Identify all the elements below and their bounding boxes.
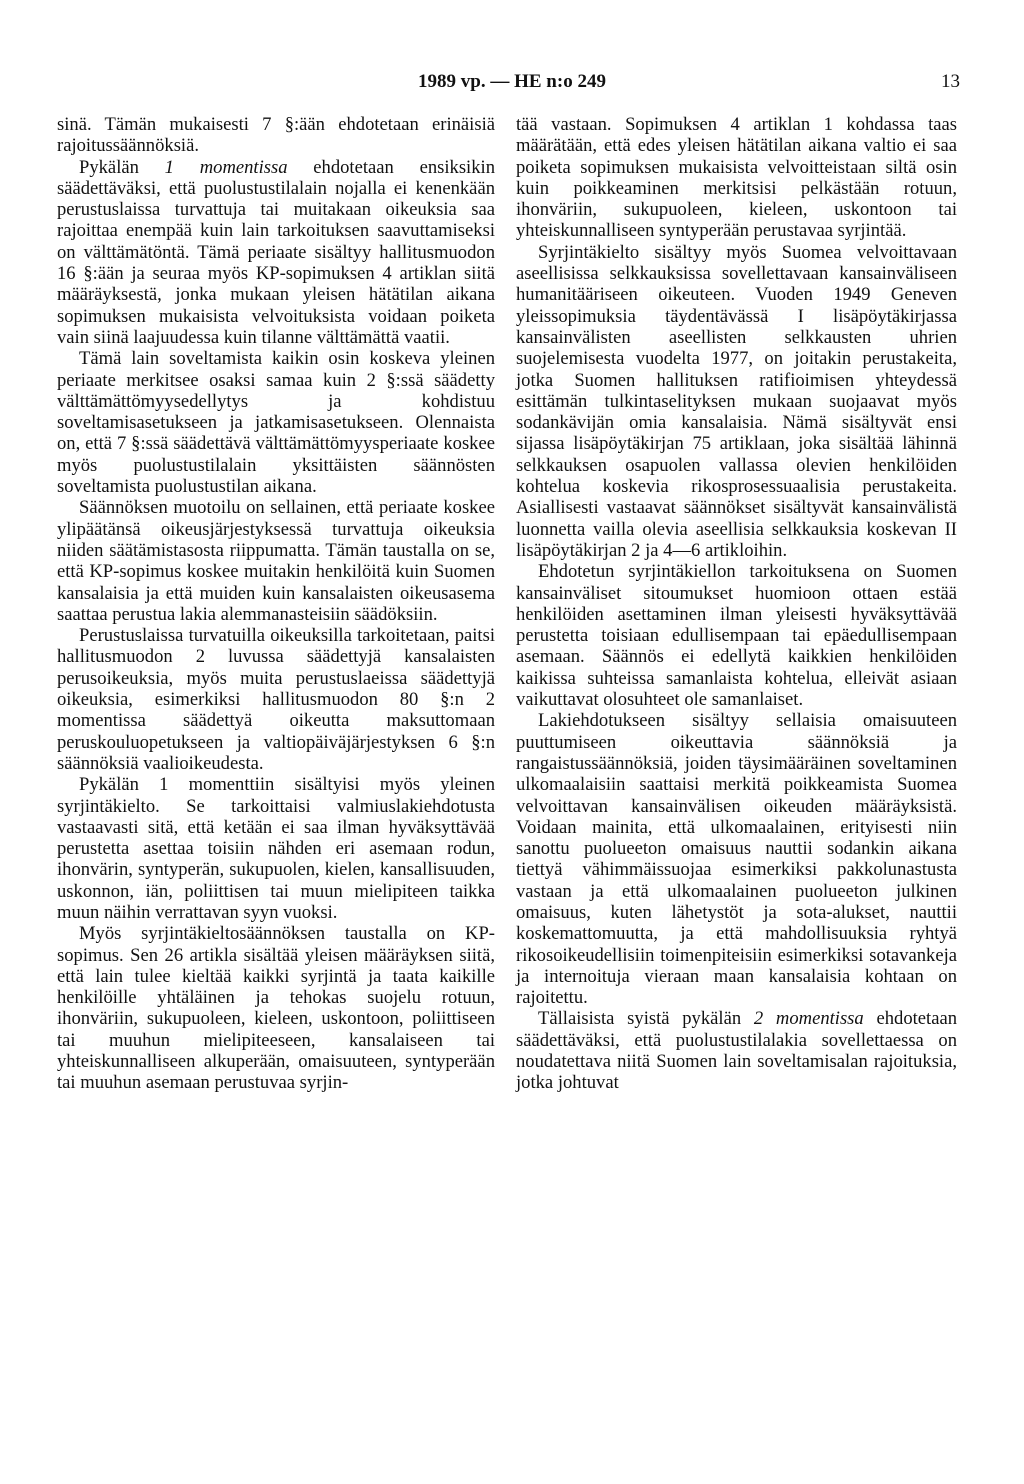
paragraph-text: Myös syrjintäkieltosäännöksen taustalla on KP-sopimus. Sen 26 artikla sisältää yleisen määräyksen siitä, että lain tulee kieltää kaikki syrjintä ja taata kaikille henkilöille yhtäläinen ja tehokas suojelu rotuun, ihonväriin, sukupuoleen, kieleen, uskontoon, poliittiseen tai muuhun mielipiteeseen, kansalaiseen tai yhteiskunnalliseen alkuperään, omaisuuteen, syntyperään tai muuhun asemaan perustuvaa syrjin- [57,923,495,1094]
paragraph [516,114,957,242]
paragraph-prefix: Tällaisista syistä pykälän [538,1008,754,1030]
paragraph-text: ehdotetaan ensiksikin säädettäväksi, että puolustustilalain nojalla ei kenenkään perustuslaissa turvattuja tai muitakaan oikeuksia saa rajoittaa enempää kuin lain tarkoituksen saavuttamiseksi on välttämätöntä. Tämä periaate sisältyy hallitusmuodon 16 §:ään ja seuraa myös KP-sopimuksen 4 artiklan siitä määräyksestä, jonka mukaan yleisen hätätilan aikana sopimuksen mukaisista velvoituksista voidaan poiketa vain siinä laajuudessa kuin tilanne välttämättä vaatii. [57,156,495,348]
paragraph-text: tää vastaan. Sopimuksen 4 artiklan 1 kohdassa taas määrätään, että edes yleisen hätätilan aikana valtio ei saa poiketa sopimuksen mukaisista velvoitteistaan siltä osin kuin poikkeaminen merkitsisi pelkästään rotuun, ihonväriin, sukupuoleen, kieleen, uskontoon tai yhteiskunnalliseen syntyperään perustavaa syrjintää. [516,114,957,242]
paragraph [57,923,495,1093]
paragraph [516,242,957,561]
paragraph-prefix: Pykälän [79,156,165,178]
paragraph-text: Tämä lain soveltamista kaikin osin koskeva yleinen periaate merkitsee osaksi samaa kuin 2 §:ssä säädetty välttämättömyysedellytys ja kohdistuu soveltamisasetukseen ja jatkamisasetukseen. Olennaista on, että 7 §:ssä säädettävä välttämättömyysperiaate koskee myös puolustustilalain yksittäisten säännösten soveltamista puolustustilan aikana. [57,348,495,498]
italic-reference: 1 momentissa [164,156,288,178]
page-number: 13 [941,71,960,92]
paragraph [516,1008,957,1093]
paragraph [516,561,957,710]
paragraph-text: Säännöksen muotoilu on sellainen, että periaate koskee ylipäätänsä oikeusjärjestyksessä turvattuja oikeuksia niiden säätämistasosta riippumatta. Tämän taustalla on se, että KP-sopimus koskee muitakin henkilöitä kuin Suomen kansalaisia ja että muiden kuin kansalaisten oikeusasema saattaa perustua lakia alemmanasteisiin säädöksiin. [57,497,495,625]
right-column [516,114,957,1094]
paragraph [516,710,957,1008]
page-header [0,71,1024,95]
paragraph [57,497,495,625]
paragraph [57,625,495,774]
left-column [57,114,495,1094]
paragraph [57,774,495,923]
page-title: 1989 vp. — HE n:o 249 [418,71,606,92]
paragraph [57,157,495,349]
paragraph-text: Ehdotetun syrjintäkiellon tarkoituksena on Suomen kansainväliset sitoumukset huomioon ottaen estää henkilöiden asettaminen ilman yleisesti hyväksyttävää perustetta toisiaan edullisempaan tai epäedullisempaan asemaan. Säännös ei edellytä kaikkien henkilöiden kaikissa suhteissa samanlaista kohtelua, elleivät asiaan vaikuttavat olosuhteet ole samanlaiset. [516,561,957,711]
paragraph [57,348,495,497]
paragraph-text: sinä. Tämän mukaisesti 7 §:ään ehdotetaan erinäisiä rajoitussäännöksiä. [57,114,495,157]
paragraph-text: ehdotetaan säädettäväksi, että puolustustilalakia sovellettaessa on noudatettava niitä Suomen lain soveltamisalan rajoituksia, jotka johtuvat [516,1008,958,1094]
paragraph-text: Lakiehdotukseen sisältyy sellaisia omaisuuteen puuttumiseen oikeuttavia säännöksiä ja rangaistussäännöksiä, joiden täysimääräinen soveltaminen ulkomaalaisiin saattaisi merkitä poikkeamista Suomea velvoittavan kansainvälisen oikeuden määräyksistä. Voidaan mainita, että ulkomaalainen, erityisesti niin sanottu puolueeton omaisuus nauttii sodankin aikana tiettyä vähimmäissuojaa esimerkiksi pakkolunastusta vastaan ja että ulkomaalainen puolueeton julkinen omaisuus, kuten lähetystöt ja sota-alukset, nauttii koskemattomuutta, ja että mahdollisuuksia ryhtyä rikosoikeudellisiin toimenpiteisiin esimerkiksi sotavankeja ja internoituja vieraan maan kansalaisia kohtaan on rajoitettu. [516,710,957,1009]
italic-reference: 2 momentissa [753,1008,864,1030]
paragraph [57,114,495,157]
paragraph-text: Perustuslaissa turvatuilla oikeuksilla tarkoitetaan, paitsi hallitusmuodon 2 luvussa säädettyjä kansalaisten perusoikeuksia, myös muita perustuslaeissa säädettyjä oikeuksia, esimerkiksi hallitusmuodon 80 §:n 2 momentissa säädettyä oikeutta maksuttomaan peruskouluopetukseen ja valtiopäiväjärjestyksen 6 §:n säännöksiä vaalioikeudesta. [57,625,495,774]
paragraph-text: Syrjintäkielto sisältyy myös Suomea velvoittavaan aseellisissa selkkauksissa sovellettavaan kansainväliseen humanitääriseen oikeuteen. Vuoden 1949 Geneven yleissopimuksia täydentävässä I lisäpöytäkirjassa kansainvälisten aseellisten selkkausten uhrien suojelemisesta vuodelta 1977, on joitakin perustakeita, jotka Suomen hallituksen ratifioimisen yhteydessä esittämän tulkintaselityksen mukaan suojaavat myös sodankävijän omia kansalaisia. Nämä sisältyvät ensi sijassa lisäpöytäkirjan 75 artiklaan, joka sisältää lähinnä selkkauksen osapuolen vallassa olevien henkilöiden kohtelua koskevia rikosprosessuaalisia perustakeita. Asiallisesti vastaavat säännökset sisältyvät kansainvälistä luonnetta vailla olevia aseellisia selkkauksia koskevan II lisäpöytäkirjan 2 ja 4—6 artikloihin. [516,241,957,561]
paragraph-text: Pykälän 1 momenttiin sisältyisi myös yleinen syrjintäkielto. Se tarkoittaisi valmiuslakiehdotusta vastaavasti sitä, että ketään ei saa ilman hyväksyttävää perustetta asettaa toisiin nähden eri asemaan rodun, ihonvärin, syntyperän, sukupuolen, kielen, kansallisuuden, uskonnon, iän, poliittisen tai muun mielipiteen taikka muun näihin verrattavan syyn vuoksi. [57,774,495,923]
